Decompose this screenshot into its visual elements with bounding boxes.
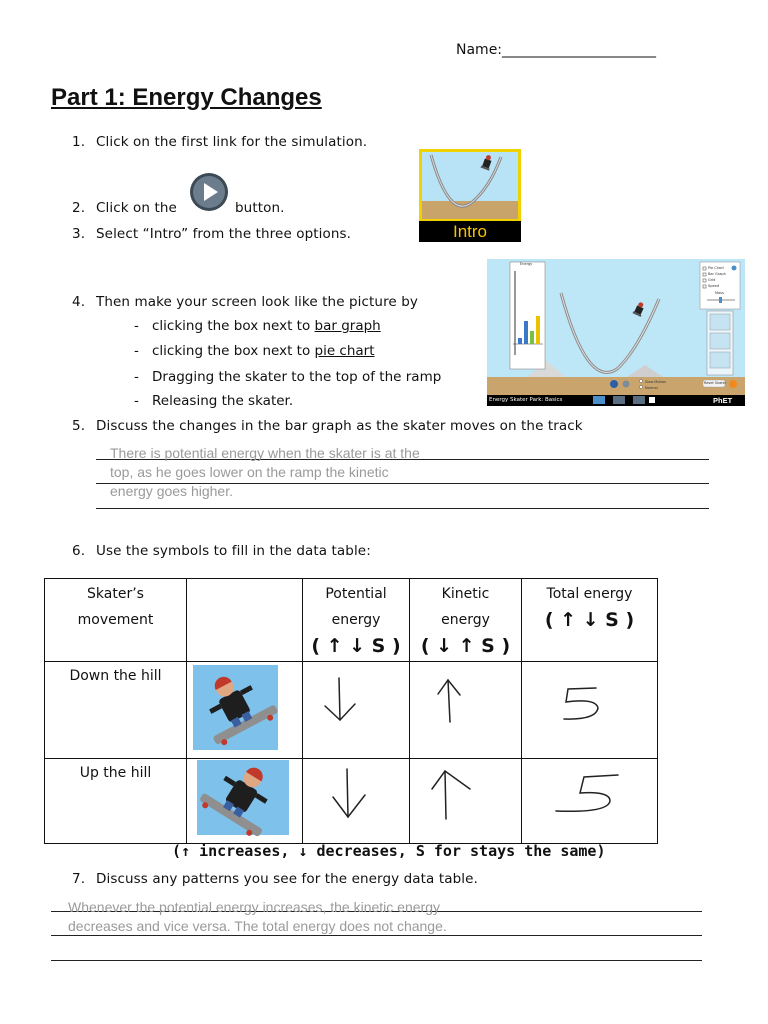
q7-answer[interactable]: Whenever the potential energy increases, the kinetic energy decreases and vice versa. The total energy does not change. (68, 899, 447, 934)
step-7 (72, 871, 478, 887)
checkbox-bar-graph[interactable]: Bar Graph (708, 272, 726, 276)
step-number: 2. (72, 200, 86, 216)
down-arrow-icon (303, 662, 409, 754)
bullet-dash: - (134, 393, 139, 409)
step-text: Discuss the changes in the bar graph as the skater moves on the track (96, 418, 583, 434)
header-image-column (187, 579, 303, 662)
substep-bar-graph (134, 318, 381, 334)
sim-footer-title: Energy Skater Park: Basics (489, 397, 563, 403)
step-number: 6. (72, 543, 86, 559)
kinetic-cell[interactable] (410, 759, 522, 844)
total-cell[interactable] (522, 759, 658, 844)
play-icon (189, 172, 229, 212)
row-label: Up the hill (79, 765, 152, 781)
header-total (522, 579, 658, 662)
header-potential-line1: Potential (325, 586, 387, 602)
answer-line (96, 508, 709, 509)
step-text: Click on the first link for the simulation. (96, 134, 368, 150)
substep-text: clicking the box next to (152, 343, 315, 359)
header-kinetic-line2: energy (441, 612, 490, 628)
name-field: Name:______________________ (456, 42, 657, 58)
substep-drag-skater (134, 369, 441, 385)
potential-cell[interactable] (303, 662, 410, 759)
header-potential-line2: energy (331, 612, 381, 628)
step-text-before: Click on the (96, 200, 177, 216)
kinetic-symbols: ( ↓ ↑ S ) (420, 635, 511, 657)
row-image-cell (187, 662, 303, 759)
step-4 (72, 294, 418, 310)
reset-skater-button[interactable]: Reset Skater (704, 381, 727, 385)
energy-data-table (44, 578, 658, 844)
up-arrow-icon (410, 759, 521, 839)
substep-release-skater (134, 393, 293, 409)
step-2 (72, 200, 177, 216)
mass-slider-label: Mass (715, 291, 724, 295)
skater-down-image (187, 662, 302, 754)
table-row (45, 662, 658, 759)
substep-text: clicking the box next to (152, 318, 315, 334)
phet-logo: PhET (713, 396, 733, 405)
step-number: 4. (72, 294, 86, 310)
intro-thumbnail (419, 149, 521, 242)
bar-chart-title: Energy (520, 262, 533, 266)
symbol-legend: (↑ increases, ↓ decreases, S for stays the same) (172, 842, 606, 860)
step-2-after: button. (235, 200, 285, 216)
step-number: 3. (72, 226, 86, 242)
answer-line (51, 960, 702, 961)
total-cell[interactable] (522, 662, 658, 759)
step-text: Then make your screen look like the picture by (96, 294, 418, 310)
header-kinetic-line1: Kinetic (441, 586, 490, 602)
stays-same-s-icon (522, 759, 657, 839)
step-number: 5. (72, 418, 86, 434)
simulation-screenshot (487, 259, 745, 406)
bullet-dash: - (134, 343, 139, 359)
bullet-dash: - (134, 318, 139, 334)
pie-chart-link-text: pie chart (314, 343, 375, 359)
kinetic-cell[interactable] (410, 662, 522, 759)
step-6 (72, 543, 371, 559)
substep-text: Releasing the skater. (152, 393, 294, 409)
bar-graph-link-text: bar graph (314, 318, 381, 334)
row-label-cell (45, 662, 187, 759)
row-label-cell (45, 759, 187, 844)
radio-normal[interactable]: Normal (645, 386, 658, 390)
radio-slow-motion[interactable]: Slow Motion (645, 380, 667, 384)
row-label: Down the hill (69, 668, 162, 684)
checkbox-grid[interactable]: Grid (708, 278, 716, 282)
table-row (45, 759, 658, 844)
step-number: 7. (72, 871, 86, 887)
header-movement-line2: movement (77, 612, 154, 628)
substep-pie-chart (134, 343, 375, 359)
header-kinetic (410, 579, 522, 662)
total-symbols: ( ↑ ↓ S ) (544, 609, 635, 631)
potential-cell[interactable] (303, 759, 410, 844)
step-3 (72, 226, 351, 242)
stays-same-s-icon (522, 662, 657, 754)
up-arrow-icon (410, 662, 521, 754)
bullet-dash: - (134, 369, 139, 385)
page-title: Part 1: Energy Changes (51, 84, 322, 111)
down-arrow-icon (303, 759, 409, 839)
header-movement-line1: Skater’s (87, 586, 144, 602)
step-5 (72, 418, 583, 434)
step-number: 1. (72, 134, 86, 150)
play-button[interactable] (189, 172, 229, 216)
step-text: Discuss any patterns you see for the energy data table. (96, 871, 478, 887)
step-text: Use the symbols to fill in the data table: (96, 543, 371, 559)
step-text: Select “Intro” from the three options. (96, 226, 352, 242)
skater-up-image (187, 759, 302, 839)
header-total-line1: Total energy (546, 586, 633, 602)
table-header-row (45, 579, 658, 662)
step-1 (72, 134, 367, 150)
substep-text: Dragging the skater to the top of the ramp (152, 369, 442, 385)
checkbox-speed[interactable]: Speed (708, 284, 719, 288)
header-movement (45, 579, 187, 662)
row-image-cell (187, 759, 303, 844)
header-potential (303, 579, 410, 662)
intro-label: Intro (452, 222, 488, 241)
potential-symbols: ( ↑ ↓ S ) (311, 635, 401, 657)
q5-answer[interactable]: There is potential energy when the skater is at the top, as he goes lower on the ramp the kinetic energy goes higher. (110, 445, 420, 499)
checkbox-pie-chart[interactable]: Pie Chart (708, 266, 724, 270)
